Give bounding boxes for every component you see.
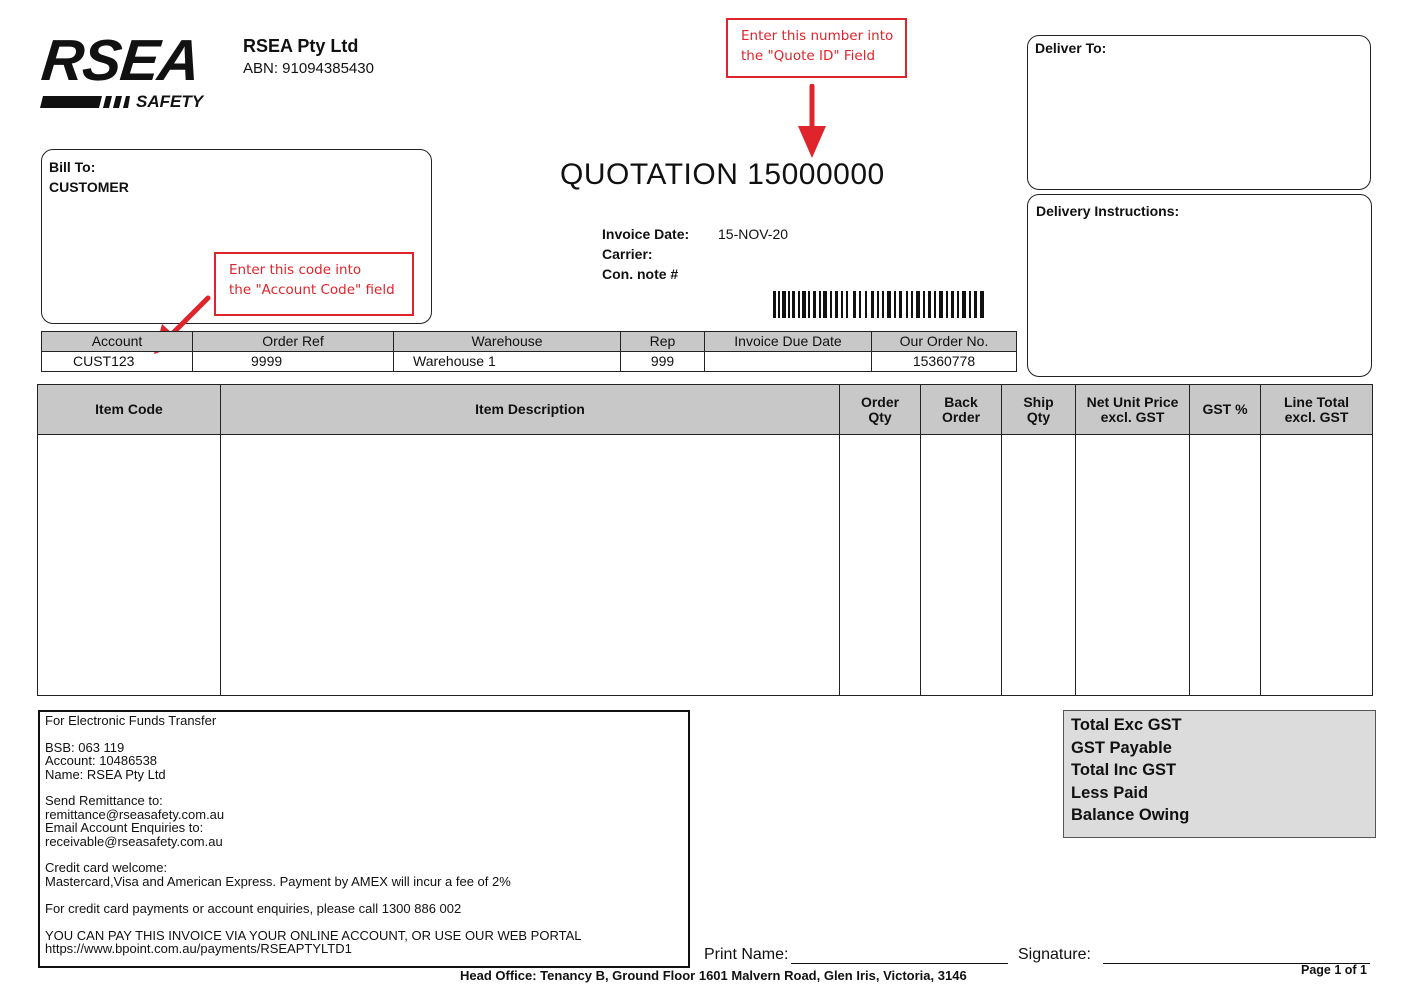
totals-box <box>1063 710 1376 838</box>
items-table-body <box>38 435 1373 696</box>
carrier-label: Carrier: <box>602 246 653 262</box>
header-back-order-line1: Back <box>944 393 978 410</box>
deliver-to-box <box>1027 35 1371 190</box>
warehouse-value: Warehouse 1 <box>394 352 621 372</box>
bank-line <box>45 781 688 794</box>
header-warehouse: Warehouse <box>394 332 621 352</box>
header-line-total-line1: Line Total <box>1283 393 1350 410</box>
logo-subtext: SAFETY <box>136 92 204 111</box>
barcode-icon <box>773 291 987 318</box>
arrow-down-icon <box>795 84 829 160</box>
back-order-cell <box>921 435 1002 696</box>
header-account: Account <box>42 332 193 352</box>
bank-line: Send Remittance to: <box>45 793 163 809</box>
bank-line: BSB: 063 119 <box>45 739 125 755</box>
bank-line: Account: 10486538 <box>45 753 158 769</box>
header-back-order-line2: Order <box>941 408 981 425</box>
header-gst-percent-text: GST % <box>1202 401 1248 417</box>
header-back-order <box>921 385 1002 435</box>
header-line-total <box>1261 385 1373 435</box>
gst-payable-label: GST Payable <box>1071 738 1172 757</box>
gst-percent-cell <box>1190 435 1261 696</box>
line-total-cell <box>1261 435 1373 696</box>
bank-line: Email Account Enquiries to: <box>45 820 204 836</box>
quote-annotation-line2: the "Quote ID" Field <box>741 48 876 64</box>
company-abn: ABN: 91094385430 <box>243 60 374 77</box>
header-our-order-no: Our Order No. <box>872 332 1017 352</box>
ship-qty-cell <box>1002 435 1076 696</box>
header-net-unit-price-line1: Net Unit Price <box>1086 393 1179 410</box>
account-code-annotation <box>214 252 414 316</box>
item-code-cell <box>38 435 221 696</box>
less-paid-label: Less Paid <box>1071 783 1149 802</box>
quote-annotation-line1: Enter this number into <box>741 28 894 44</box>
header-gst-percent <box>1190 385 1261 435</box>
bill-to-label: Bill To: <box>49 159 96 175</box>
order-qty-cell <box>840 435 921 696</box>
account-annotation-line2: the "Account Code" field <box>229 282 395 298</box>
bank-line <box>45 888 688 901</box>
invoice-date-label: Invoice Date: <box>602 226 690 242</box>
header-net-unit-price <box>1076 385 1190 435</box>
header-item-description-text: Item Description <box>475 401 585 417</box>
bank-line: Mastercard,Visa and American Express. Payment by AMEX will incur a fee of 2% <box>45 873 511 889</box>
account-value: CUST123 <box>42 352 193 372</box>
bank-line: https://www.bpoint.com.au/payments/RSEAPTYLTD1 <box>45 940 352 956</box>
header-line-total-line2: excl. GST <box>1284 408 1349 425</box>
balance-owing-label: Balance Owing <box>1071 806 1190 825</box>
bank-line <box>45 915 688 928</box>
quote-id-annotation <box>726 18 907 78</box>
net-unit-price-cell <box>1076 435 1190 696</box>
bank-line: For Electronic Funds Transfer <box>45 713 217 728</box>
bank-line: YOU CAN PAY THIS INVOICE VIA YOUR ONLINE ACCOUNT, OR USE OUR WEB PORTAL <box>45 927 582 943</box>
rsea-logo <box>38 28 224 93</box>
our-order-no-value: 15360778 <box>872 352 1017 372</box>
bank-line: remittance@rseasafety.com.au <box>45 806 225 822</box>
header-item-code <box>38 385 221 435</box>
header-ship-qty <box>1002 385 1076 435</box>
bank-line: Credit card welcome: <box>45 860 168 876</box>
delivery-instructions-box <box>1027 194 1372 377</box>
header-net-unit-price-line2: excl. GST <box>1100 408 1165 425</box>
bank-line <box>45 727 688 740</box>
header-order-qty-line2: Qty <box>868 408 892 425</box>
header-order-qty-line1: Order <box>860 393 900 410</box>
deliver-to-label: Deliver To: <box>1035 40 1107 56</box>
invoice-date-value: 15-NOV-20 <box>718 226 789 242</box>
print-name-label: Print Name: <box>704 946 789 963</box>
account-table-row <box>42 352 1017 372</box>
head-office-address: Head Office: Tenancy B, Ground Floor 1601 Malvern Road, Glen Iris, Victoria, 3146 <box>460 968 967 983</box>
print-name-line[interactable] <box>791 963 1008 964</box>
header-ship-qty-line2: Qty <box>1026 408 1051 425</box>
page-number: Page 1 of 1 <box>1301 963 1367 977</box>
rep-value: 999 <box>621 352 705 372</box>
item-description-cell <box>221 435 840 696</box>
bank-line <box>45 848 688 861</box>
company-name: RSEA Pty Ltd <box>243 36 359 56</box>
order-ref-value: 9999 <box>193 352 394 372</box>
items-table-header <box>38 385 1373 435</box>
account-table <box>41 331 1017 372</box>
bank-line: For credit card payments or account enquiries, please call 1300 886 002 <box>45 900 462 916</box>
total-exc-gst-label: Total Exc GST <box>1071 716 1182 734</box>
logo-stripes-icon <box>40 96 130 108</box>
signature-label: Signature: <box>1018 946 1091 963</box>
account-table-header <box>42 332 1017 352</box>
account-annotation-line1: Enter this code into <box>229 262 362 278</box>
header-order-qty <box>840 385 921 435</box>
header-item-description <box>221 385 840 435</box>
invoice-due-date-value <box>705 352 872 372</box>
items-table <box>37 384 1373 696</box>
delivery-instructions-label: Delivery Instructions: <box>1036 203 1180 219</box>
header-ship-qty-line1: Ship <box>1023 393 1054 410</box>
payment-details-box <box>38 710 690 968</box>
quotation-title: QUOTATION 15000000 <box>560 158 885 191</box>
total-inc-gst-label: Total Inc GST <box>1071 761 1177 780</box>
bank-line: receivable@rseasafety.com.au <box>45 833 223 849</box>
bill-to-name: CUSTOMER <box>49 179 129 195</box>
header-rep: Rep <box>621 332 705 352</box>
header-order-ref: Order Ref <box>193 332 394 352</box>
header-invoice-due-date: Invoice Due Date <box>705 332 872 352</box>
bank-line: Name: RSEA Pty Ltd <box>45 766 166 782</box>
header-item-code-text: Item Code <box>95 401 163 417</box>
con-note-label: Con. note # <box>602 266 679 282</box>
logo-wordmark: RSEA <box>38 28 203 93</box>
